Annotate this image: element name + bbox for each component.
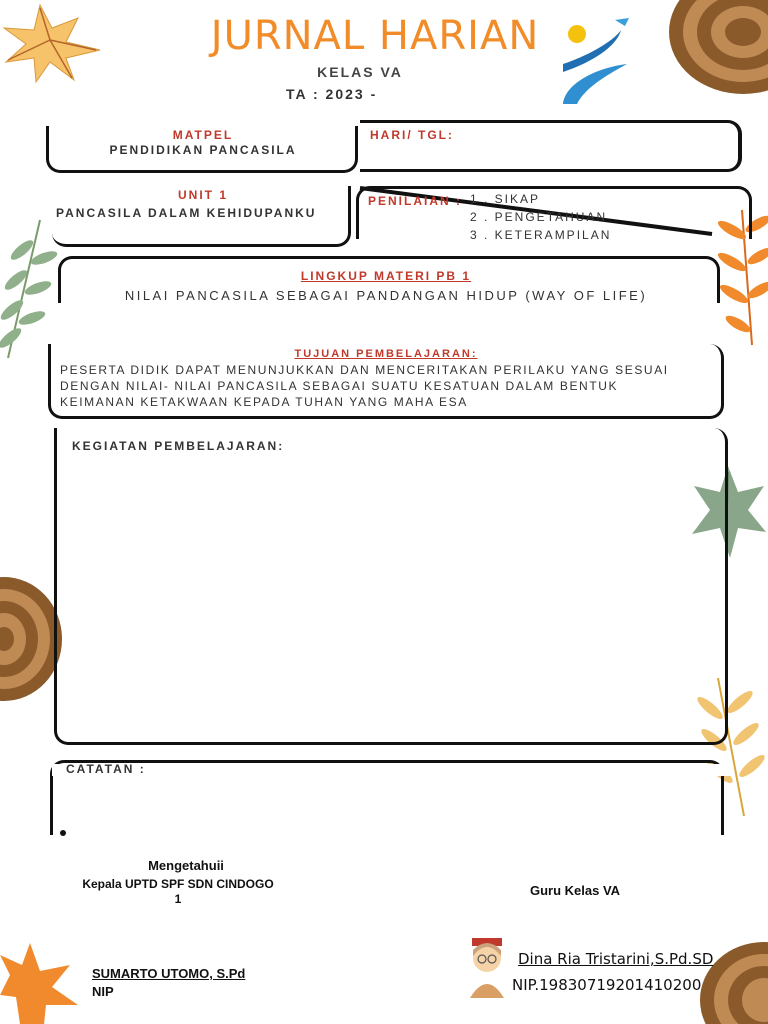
lingkup-value: NILAI PANCASILA SEBAGAI PANDANGAN HIDUP (WAY OF LIFE)	[124, 288, 648, 303]
penilaian-label: PENILAIAN :	[368, 194, 462, 208]
lingkup-label: LINGKUP MATERI PB 1	[300, 269, 472, 283]
penilaian-item: 3 . KETERAMPILAN	[470, 228, 612, 242]
tujuan-line: KEIMANAN KETAKWAAN KEPADA TUHAN YANG MAHA ESA	[60, 395, 468, 409]
unit-value: PANCASILA DALAM KEHIDUPANKU	[56, 206, 317, 220]
guru-nip: NIP.19830719201410200	[512, 976, 702, 994]
wood-slice-icon	[0, 575, 62, 705]
kepala-name: SUMARTO UTOMO, S.Pd	[92, 966, 246, 981]
maple-leaf-icon	[0, 0, 115, 85]
mengetahui-label: Mengetahuii	[148, 858, 224, 873]
guru-name: Dina Ria Tristarini,S.Pd.SD	[518, 950, 714, 968]
matpel-label: MATPEL	[172, 128, 234, 142]
fern-leaf-icon	[0, 210, 60, 360]
catatan-mask	[52, 764, 732, 776]
guru-role: Guru Kelas VA	[530, 883, 621, 898]
tujuan-label: TUJUAN PEMBELAJARAN:	[294, 348, 478, 360]
tujuan-line: PESERTA DIDIK DAPAT MENUNJUKKAN DAN MENCERITAKAN PERILAKU YANG SESUAI	[60, 363, 669, 377]
penilaian-item: 2 . PENGETAHUAN	[470, 210, 608, 224]
tujuan-text	[60, 362, 710, 410]
maple-leaf-icon	[0, 935, 80, 1024]
page-title: JURNAL HARIAN	[210, 13, 540, 59]
bullet-dot	[60, 830, 66, 836]
unit-label: UNIT 1	[177, 188, 228, 202]
hari-label: HARI/ TGL:	[370, 128, 454, 142]
matpel-value: PENDIDIKAN PANCASILA	[109, 143, 297, 157]
kegiatan-box	[54, 428, 728, 745]
kegiatan-label: KEGIATAN PEMBELAJARAN:	[72, 439, 285, 453]
tahun-ajaran: TA : 2023 -	[286, 86, 378, 102]
kepala-role: Kepala UPTD SPF SDN CINDOGO	[82, 877, 274, 891]
kelas-label: KELAS VA	[317, 64, 403, 80]
kepala-nip: NIP	[92, 984, 114, 996]
penilaian-item: 1 . SIKAP	[470, 192, 541, 206]
wood-slice-icon	[665, 0, 768, 100]
catatan-label: CATATAN :	[66, 762, 146, 776]
tujuan-line: DENGAN NILAI- NILAI PANCASILA SEBAGAI SUATU KESATUAN DALAM BENTUK	[60, 379, 619, 393]
kepala-role-2: 1	[174, 892, 182, 906]
avatar-icon	[462, 936, 512, 998]
